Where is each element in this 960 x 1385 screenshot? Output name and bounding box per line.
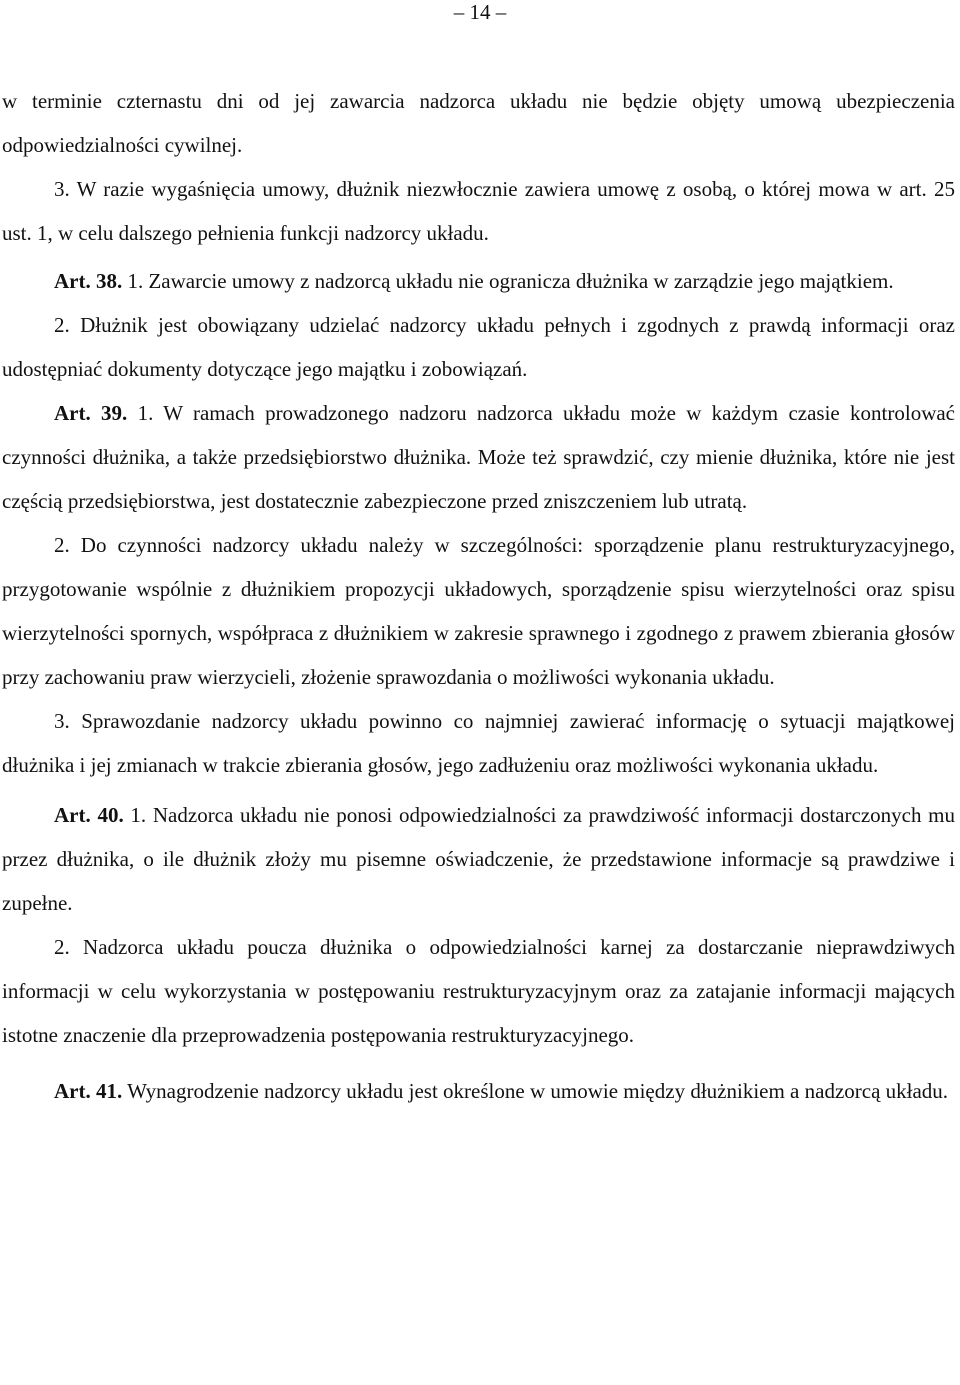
- paragraph: [2, 925, 955, 1057]
- document-body: [2, 79, 955, 1113]
- article-38: [2, 259, 955, 303]
- article-text: Wynagrodzenie nadzorcy układu jest określone w umowie między dłużnikiem a nadzorcą układu.: [127, 1079, 949, 1103]
- article-text: 1. Nadzorca układu nie ponosi odpowiedzialności za prawdziwość informacji dostarczonych mu przez dłużnika, o ile dłużnik złoży mu pisemne oświadczenie, że przedstawione informacje są prawdziwe i zupełne.: [2, 803, 956, 915]
- article-label: Art. 39.: [54, 401, 128, 425]
- paragraph-text: 2. Nadzorca układu poucza dłużnika o odpowiedzialności karnej za dostarczanie nieprawdziwych informacji w celu wykorzystania w postępowaniu restrukturyzacyjnym oraz za zatajanie informacji mających istotne znaczenie dla przeprowadzenia postępowania restrukturyzacyjnego.: [2, 935, 955, 1047]
- paragraph: [2, 523, 955, 699]
- paragraph: [2, 699, 955, 787]
- article-label: Art. 38.: [54, 269, 123, 293]
- paragraph-text: 2. Dłużnik jest obowiązany udzielać nadzorcy układu pełnych i zgodnych z prawdą informacji oraz udostępniać dokumenty dotyczące jego majątku i zobowiązań.: [2, 313, 955, 381]
- article-40: [2, 793, 955, 925]
- article-text: 1. W ramach prowadzonego nadzoru nadzorca układu może w każdym czasie kontrolować czynności dłużnika, a także przedsiębiorstwo dłużnika. Może też sprawdzić, czy mienie dłużnika, które nie jest częścią przedsiębiorstwa, jest dostatecznie zabezpieczone przed zniszczeniem lub utratą.: [2, 401, 955, 513]
- page-number: – 14 –: [453, 0, 507, 24]
- paragraph-text: 2. Do czynności nadzorcy układu należy w szczególności: sporządzenie planu restrukturyzacyjnego, przygotowanie wspólnie z dłużnikiem propozycji układowych, sporządzenie spisu wierzytelności oraz spisu wierzytelności spornych, współpraca z dłużnikiem w zakresie sprawnego i zgodnego z prawem zbierania głosów przy zachowaniu praw wierzycieli, złożenie sprawozdania o możliwości wykonania układu.: [2, 533, 955, 689]
- article-41: [2, 1069, 955, 1113]
- article-39: [2, 391, 955, 523]
- paragraph-text: 3. Sprawozdanie nadzorcy układu powinno co najmniej zawierać informację o sytuacji majątkowej dłużnika i jej zmianach w trakcie zbierania głosów, jego zadłużeniu oraz możliwości wykonania układu.: [2, 709, 955, 777]
- article-text: 1. Zawarcie umowy z nadzorcą układu nie ogranicza dłużnika w zarządzie jego majątkiem.: [127, 269, 894, 293]
- paragraph: [2, 167, 955, 255]
- article-label: Art. 41.: [54, 1079, 123, 1103]
- article-label: Art. 40.: [54, 803, 124, 827]
- paragraph-text: w terminie czternastu dni od jej zawarcia nadzorca układu nie będzie objęty umową ubezpieczenia odpowiedzialności cywilnej.: [2, 89, 955, 157]
- paragraph-text: 3. W razie wygaśnięcia umowy, dłużnik niezwłocznie zawiera umowę z osobą, o której mowa w art. 25 ust. 1, w celu dalszego pełnienia funkcji nadzorcy układu.: [2, 177, 955, 245]
- paragraph: [2, 303, 955, 391]
- paragraph-continuation: [2, 79, 955, 167]
